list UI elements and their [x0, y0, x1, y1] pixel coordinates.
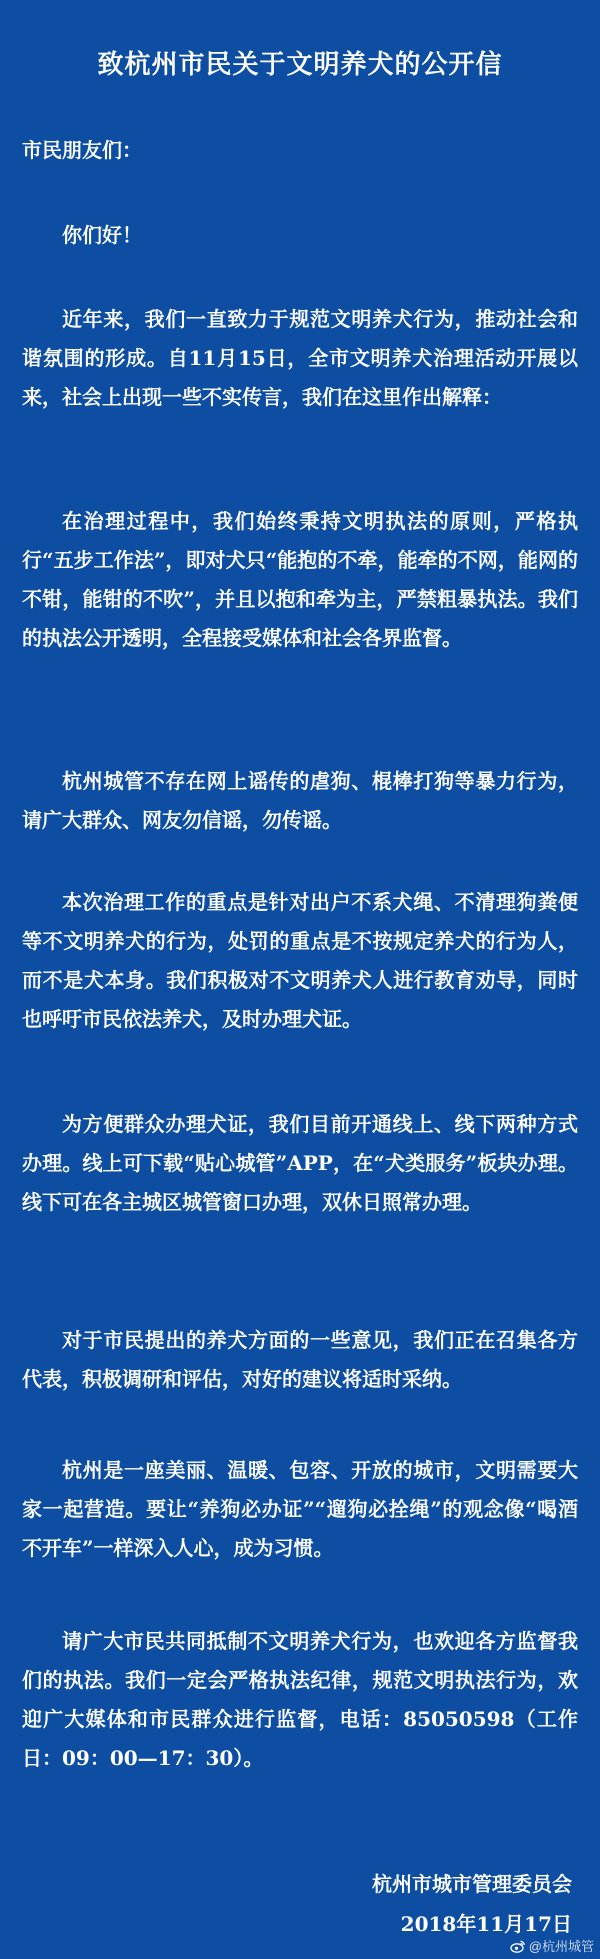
letter-greeting: 你们好！ [62, 223, 142, 247]
weibo-watermark [510, 1936, 594, 1955]
paragraph-rumor-denial: 杭州城管不存在网上谣传的虐狗、棍棒打狗等暴力行为，请广大群众、网友勿信谣，勿传谣。 [22, 769, 578, 832]
watermark-text: @杭州城管 [528, 1939, 594, 1954]
paragraph-enforcement-principle: 在治理过程中，我们始终秉持文明执法的原则，严格执行“五步工作法”，即对犬只“能抱的不牵，能牵的不网，能网的不钳，能钳的不吹”，并且以抱和牵为主，严禁粗暴执法。我们的执法公开透明，全程接受媒体和社会各界监督。 [22, 509, 578, 650]
paragraph-supervision: 请广大市民共同抵制不文明养犬行为，也欢迎各方监督我们的执法。我们一定会严格执法纪律，规范文明执法行为，欢迎广大媒体和市民群众进行监督，电话：85050598（工作日：09：00—17：30）。 [22, 1629, 578, 1770]
letter-salutation: 市民朋友们： [22, 138, 142, 162]
paragraph-intro: 近年来，我们一直致力于规范文明养犬行为，推动社会和谐氛围的形成。自11月15日，全市文明养犬治理活动开展以来，社会上出现一些不实传言，我们在这里作出解释： [22, 307, 578, 409]
letter-title: 致杭州市民关于文明养犬的公开信 [97, 50, 503, 80]
paragraph-focus: 本次治理工作的重点是针对出户不系犬绳、不清理狗粪便等不文明养犬的行为，处罚的重点是不按规定养犬的行为人，而不是犬本身。我们积极对不文明养犬人进行教育劝导，同时也呼吁市民依法养犬，及时办理犬证。 [22, 890, 578, 1031]
paragraph-city-culture: 杭州是一座美丽、温暖、包容、开放的城市，文明需要大家一起营造。要让“养狗必办证”“遛狗必拴绳”的观念像“喝酒不开车”一样深入人心，成为习惯。 [22, 1458, 578, 1560]
signature-organization: 杭州市城市管理委员会 [372, 1872, 572, 1896]
paragraph-license-service: 为方便群众办理犬证，我们目前开通线上、线下两种方式办理。线上可下载“贴心城管”APP，在“犬类服务”板块办理。线下可在各主城区城管窗口办理，双休日照常办理。 [22, 1112, 578, 1214]
paragraph-suggestions: 对于市民提出的养犬方面的一些意见，我们正在召集各方代表，积极调研和评估，对好的建议将适时采纳。 [22, 1328, 578, 1391]
signature-date: 2018年11月17日 [400, 1912, 572, 1936]
weibo-logo-icon [510, 1938, 526, 1954]
